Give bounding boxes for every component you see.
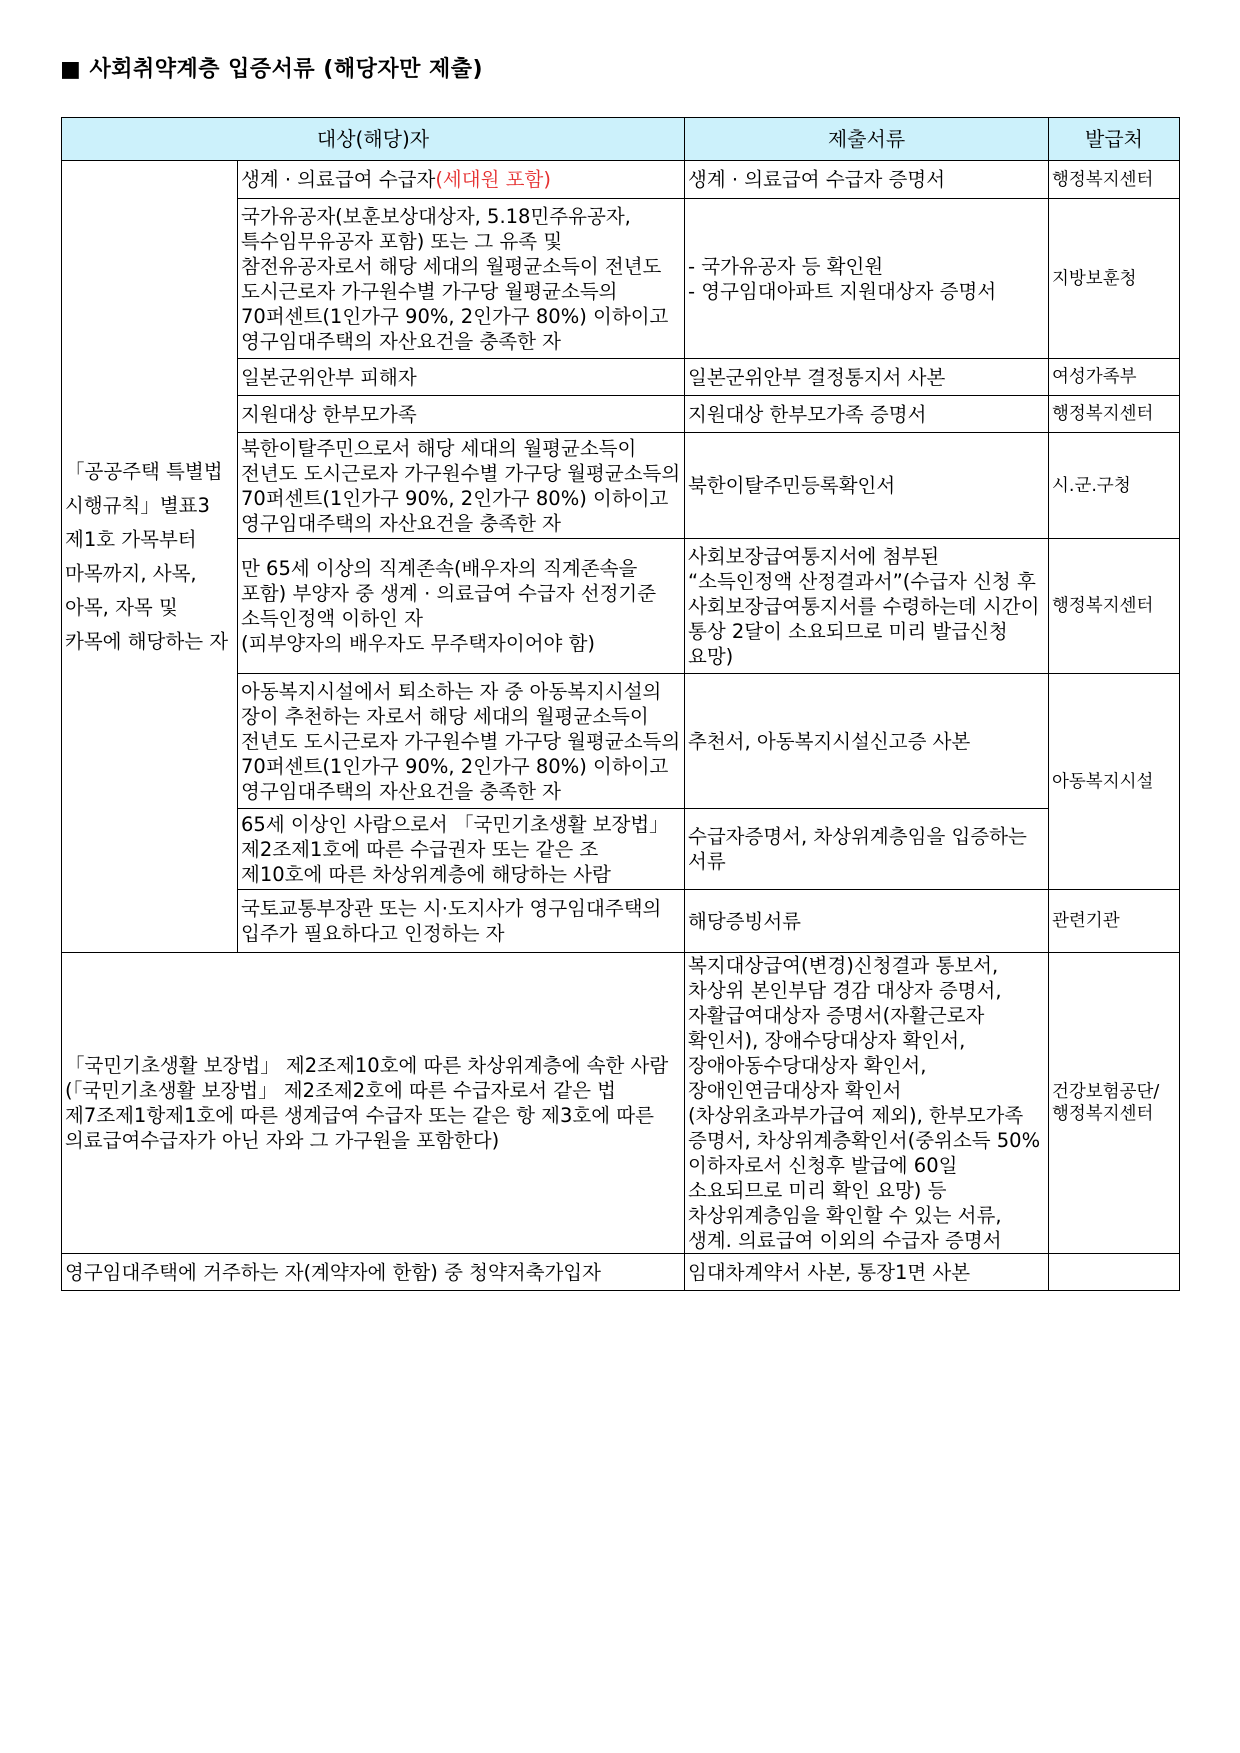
target-cell: 지원대상 한부모가족 (238, 396, 685, 433)
documents-cell: 수급자증명서, 차상위계층임을 입증하는 서류 (685, 809, 1049, 890)
header-issuer: 발급처 (1049, 118, 1180, 161)
group-label-cell: 「공공주택 특별법 시행규칙」별표3 제1호 가목부터 마목까지, 사목, 아목, 자목 및 카목에 해당하는 자 (62, 161, 238, 953)
target-cell (238, 161, 685, 199)
header-target: 대상(해당)자 (62, 118, 685, 161)
header-documents: 제출서류 (685, 118, 1049, 161)
issuer-cell: 행정복지센터 (1049, 396, 1180, 433)
issuer-cell: 행정복지센터 (1049, 539, 1180, 674)
target-cell (238, 539, 685, 674)
documents-cell: 지원대상 한부모가족 증명서 (685, 396, 1049, 433)
table-row (62, 953, 1180, 1254)
issuer-cell (1049, 1254, 1180, 1291)
documents-cell (685, 199, 1049, 359)
page-title: ■ 사회취약계층 입증서류 (해당자만 제출) (60, 57, 484, 82)
target-cell: 65세 이상인 사람으로서 「국민기초생활 보장법」 제2조제1호에 따른 수급권자 또는 같은 조 제10호에 따른 차상위계층에 해당하는 사람 (238, 809, 685, 890)
documents-cell: 임대차계약서 사본, 통장1면 사본 (685, 1254, 1049, 1291)
target-cell: 북한이탈주민으로서 해당 세대의 월평균소득이 전년도 도시근로자 가구원수별 가구당 월평균소득의 70퍼센트(1인가구 90%, 2인가구 80%) 이하이고 영구임대주택의 자산요건을 충족한 자 (238, 433, 685, 539)
target-cell: 아동복지시설에서 퇴소하는 자 중 아동복지시설의 장이 추천하는 자로서 해당 세대의 월평균소득이 전년도 도시근로자 가구원수별 가구당 월평균소득의 70퍼센트(1인가구 90%, 2인가구 80%) 이하이고 영구임대주택의 자산요건을 충족한 자 (238, 674, 685, 809)
documents-line: - 영구임대아파트 지원대상자 증명서 (688, 279, 997, 303)
table-row (62, 1254, 1180, 1291)
issuer-cell: 건강보험공단/ 행정복지센터 (1049, 953, 1180, 1254)
documents-cell: 사회보장급여통지서에 첨부된 “소득인정액 산정결과서”(수급자 신청 후 사회보장급여통지서를 수령하는데 시간이 통상 2달이 소요되므로 미리 발급신청 요망) (685, 539, 1049, 674)
target-note: (피부양자의 배우자도 무주택자이어야 함) (241, 632, 596, 655)
table-header-row (62, 118, 1180, 161)
target-cell: 「국민기초생활 보장법」 제2조제10호에 따른 차상위계층에 속한 사람(「국민기초생활 보장법」 제2조제2호에 따른 수급자로서 같은 법 제7조제1항제1호에 따른 생계급여 수급자 또는 같은 항 제3호에 따른 의료급여수급자가 아닌 자와 그 가구원을 포함한다) (62, 953, 685, 1254)
documents-line: - 국가유공자 등 확인원 (688, 254, 884, 278)
target-cell: 일본군위안부 피해자 (238, 359, 685, 396)
table-row (62, 161, 1180, 199)
target-note: (세대원 포함) (435, 168, 551, 191)
issuer-cell: 여성가족부 (1049, 359, 1180, 396)
documents-cell: 추천서, 아동복지시설신고증 사본 (685, 674, 1049, 809)
issuer-cell: 지방보훈청 (1049, 199, 1180, 359)
documents-cell: 생계 · 의료급여 수급자 증명서 (685, 161, 1049, 199)
issuer-cell: 시.군.구청 (1049, 433, 1180, 539)
documents-cell: 복지대상급여(변경)신청결과 통보서, 차상위 본인부담 경감 대상자 증명서, 자활급여대상자 증명서(자활근로자 확인서), 장애수당대상자 확인서, 장애아동수당대상자 확인서, 장애인연금대상자 확인서(차상위초과부가급여 제외), 한부모가족 증명서, 차상위계층확인서(중위소득 50%이하자로서 신청후 발급에 60일 소요되므로 미리 확인 요망) 등 차상위계층임을 확인할 수 있는 서류, 생계. 의료급여 이외의 수급자 증명서 (685, 953, 1049, 1254)
target-cell: 국가유공자(보훈보상대상자, 5.18민주유공자, 특수임무유공자 포함) 또는 그 유족 및 참전유공자로서 해당 세대의 월평균소득이 전년도 도시근로자 가구원수별 가구당 월평균소득의 70퍼센트(1인가구 90%, 2인가구 80%) 이하이고 영구임대주택의 자산요건을 충족한 자 (238, 199, 685, 359)
target-cell: 영구임대주택에 거주하는 자(계약자에 한함) 중 청약저축가입자 (62, 1254, 685, 1291)
documents-cell: 해당증빙서류 (685, 890, 1049, 953)
submission-documents-table (61, 117, 1180, 1291)
target-text: 만 65세 이상의 직계존속(배우자의 직계존속을 포함) 부양자 중 생계 · 의료급여 수급자 선정기준 소득인정액 이하인 자 (241, 557, 657, 630)
issuer-cell: 관련기관 (1049, 890, 1180, 953)
issuer-cell: 아동복지시설 (1049, 674, 1180, 890)
issuer-cell: 행정복지센터 (1049, 161, 1180, 199)
documents-cell: 북한이탈주민등록확인서 (685, 433, 1049, 539)
documents-cell: 일본군위안부 결정통지서 사본 (685, 359, 1049, 396)
target-text: 생계 · 의료급여 수급자 (241, 168, 436, 191)
target-cell: 국토교통부장관 또는 시·도지사가 영구임대주택의 입주가 필요하다고 인정하는 자 (238, 890, 685, 953)
